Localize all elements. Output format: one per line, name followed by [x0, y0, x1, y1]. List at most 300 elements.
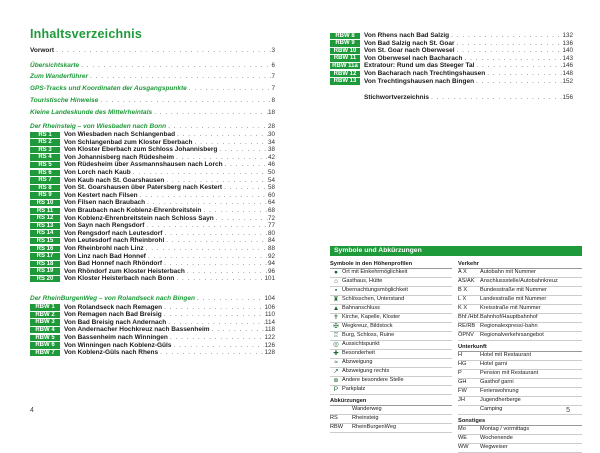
legend-row	[458, 323, 582, 332]
leader-dots	[187, 85, 272, 93]
toc-page-number: 8	[271, 96, 275, 104]
toc-entry-title: Von Bad Honnef nach Rhöndorf	[64, 260, 163, 268]
symbol-icon: ✚	[333, 350, 339, 358]
toc-page-number: 54	[267, 176, 275, 184]
toc-page-number: 7	[271, 85, 275, 93]
toc-page-number: 64	[267, 199, 275, 207]
leader-dots	[164, 237, 268, 245]
symbol-icon: ◎	[333, 341, 339, 349]
toc-row-route	[330, 70, 573, 78]
toc-entry-title: Zum Wanderführer	[30, 73, 89, 81]
abbr-text: Rheinsteig	[352, 415, 379, 422]
symbol-text: Ort mit Einkehrmöglichkeit	[342, 269, 408, 276]
leader-dots	[162, 311, 265, 319]
toc-row-route	[30, 207, 275, 215]
toc-entry-title: Übersichtskarte	[30, 61, 80, 69]
toc-page-number: 148	[562, 69, 573, 77]
leader-dots	[166, 123, 268, 131]
route-badge: RS 11	[30, 208, 60, 214]
legend-row	[458, 397, 582, 406]
legend-code: K X	[458, 305, 468, 312]
leader-dots	[174, 154, 268, 162]
toc-entry-title: Von Rhens nach Bad Salzig	[364, 32, 450, 39]
symbol-text: Besonderheit	[342, 350, 375, 357]
symbol-text: Kirche, Kapelle, Kloster	[342, 314, 401, 321]
route-badge: RBW 13	[330, 78, 360, 84]
leader-dots	[192, 139, 268, 147]
route-badge: RBW 4	[30, 327, 60, 333]
toc-page-number: 7	[271, 73, 275, 81]
toc-row-route	[30, 326, 275, 334]
legend-code: ÖPNV	[458, 332, 474, 339]
symbol-icon: ●	[334, 269, 338, 277]
symbol-row	[330, 305, 452, 314]
abbr-row	[330, 415, 452, 424]
toc-row-route	[30, 146, 275, 154]
legend-text: Pension mit Restaurant	[480, 370, 539, 377]
route-badge: RS 14	[30, 230, 60, 236]
symbol-row	[330, 359, 452, 368]
legend-text: Bahnhof/Hauptbahnhof	[480, 314, 538, 321]
legend-text: Ferienwohnung	[480, 388, 519, 395]
toc-page-number: 88	[267, 245, 275, 252]
route-badge: RBW 1	[30, 304, 60, 310]
toc-entry-title: Von Sayn nach Rengsdorf	[64, 222, 145, 230]
toc-entry-title: Von Bad Salzig nach St. Goar	[364, 39, 455, 47]
route-badge: RBW 3	[30, 319, 60, 325]
toc-row-route	[330, 47, 573, 55]
symbol-text: Abzweigung	[342, 359, 373, 366]
toc-entry-title: Von Kloster Heisterbach nach Bonn	[64, 275, 175, 283]
toc-entry-title: Von Andernacher Hochkreuz nach Bassenheim	[64, 326, 210, 334]
toc-row-route	[30, 245, 275, 253]
toc-entry-title: Von Lorch nach Kaub	[64, 169, 131, 177]
toc-page-number: 104	[264, 294, 275, 302]
toc-row-route	[330, 55, 573, 63]
symbol-icon: ✠	[333, 323, 339, 331]
toc-entry-title: Von Rüdesheim über Assmannshausen nach Lorch	[64, 161, 223, 169]
page-number-right: 5	[566, 407, 570, 414]
legend-code: GH	[458, 379, 467, 386]
legend-row	[458, 296, 582, 305]
toc-page-number: 146	[562, 62, 573, 70]
toc-page-number: 38	[267, 146, 275, 154]
leader-dots	[88, 73, 271, 81]
symbol-row	[330, 269, 452, 278]
leader-dots	[146, 253, 268, 261]
symbol-text: Parkplatz	[342, 386, 366, 393]
toc-page-number: 96	[267, 267, 275, 275]
symbol-icon: ⌂	[334, 278, 338, 286]
route-badge: RBW 5	[30, 335, 60, 341]
leader-dots	[131, 169, 268, 177]
symbol-row	[330, 314, 452, 323]
symbol-icon: P	[333, 386, 339, 394]
toc-entry-title: Von Bad Breisig nach Andernach	[64, 318, 167, 326]
symbol-text: Andere besondere Stelle	[342, 377, 404, 384]
leader-dots	[54, 47, 271, 55]
legend-row	[458, 278, 582, 287]
abbr-code: RBW	[330, 424, 344, 431]
toc-entry-title: Kleine Landeskunde des Mittelrheintals	[30, 108, 153, 116]
route-badge: RS 19	[30, 268, 60, 274]
legend-text: Gasthof garni	[480, 379, 514, 386]
legend-row	[458, 314, 582, 323]
leader-dots	[214, 215, 268, 223]
route-badge: RBW 9	[330, 40, 360, 46]
toc-entry-title: Von Leutesdorf nach Rheinbrohl	[64, 237, 165, 245]
legend-row	[458, 352, 582, 361]
leader-dots	[195, 295, 265, 303]
toc-entry-title: Extratour: Rund um das Steeger Tal	[364, 62, 475, 70]
route-badge: RS 3	[30, 147, 60, 153]
route-badge: RBW 11a	[330, 63, 360, 69]
symbol-row	[330, 323, 452, 332]
leader-dots	[429, 94, 562, 102]
toc-page-number: 92	[267, 252, 275, 260]
legend-text: Landesstraße mit Nummer	[480, 296, 547, 303]
toc-page-number: 143	[562, 54, 573, 62]
legend-text: Regionalexpress/-bahn	[480, 323, 538, 330]
legend-row	[458, 379, 582, 388]
leader-dots	[168, 334, 265, 342]
toc-row-route	[30, 161, 275, 169]
symbol-row	[330, 287, 452, 296]
toc-row-route	[30, 139, 275, 147]
symbol-icon: ✝	[333, 314, 339, 322]
legend-code: B X	[458, 287, 468, 294]
legend-text: Kreisstraße mit Nummer	[480, 305, 541, 312]
abbr-text: RheinBurgenWeg	[352, 424, 397, 431]
route-badge: RBW 10	[330, 48, 360, 54]
toc-row-route	[330, 62, 573, 70]
toc-row-route	[30, 334, 275, 342]
leader-dots	[166, 319, 265, 327]
toc-entry-title: Von Remagen nach Bad Breisig	[64, 311, 162, 319]
legend-row	[458, 287, 582, 296]
toc-page-number: 132	[562, 32, 573, 39]
toc-entry-title: Der Rheinsteig – von Wiesbaden nach Bonn	[30, 122, 167, 130]
route-badge: RS 12	[30, 215, 60, 221]
legend-code: P	[458, 370, 462, 377]
legend-row	[458, 370, 582, 379]
toc-entry-title: Von Bassenheim nach Winningen	[64, 333, 168, 341]
symbol-row	[330, 278, 452, 287]
toc-entry-title: Vorwort	[30, 47, 55, 54]
toc-page-number: 128	[264, 349, 275, 357]
toc-row-intro	[30, 85, 275, 93]
route-badge: RS 20	[30, 276, 60, 282]
leader-dots	[162, 230, 268, 238]
toc-entry-title: Von Rhöndorf zum Kloster Heisterbach	[64, 267, 185, 275]
toc-page-number: 3	[271, 47, 275, 54]
leader-dots	[164, 177, 268, 185]
toc-page-number: 60	[267, 191, 275, 199]
legend-row	[458, 361, 582, 370]
toc-row-route	[330, 32, 573, 40]
symbols-header: Symbole und Abkürzungen	[330, 246, 582, 256]
symbol-icon: ♖	[333, 332, 339, 340]
route-badge: RS 7	[30, 177, 60, 183]
leader-dots	[449, 32, 562, 40]
toc-page-number: 30	[267, 131, 275, 139]
abbr-row	[330, 424, 452, 433]
page-number-left: 4	[30, 407, 34, 414]
toc-entry-title: GPS-Tracks und Koordinaten der Ausgangspunkte	[30, 85, 187, 93]
toc-page-number: 77	[267, 222, 275, 230]
symbol-row	[330, 377, 452, 386]
route-badge: RS 13	[30, 223, 60, 229]
toc-entry-title: Von Koblenz-Ehrenbreitstein nach Schloss Sayn	[64, 214, 214, 222]
legend-row	[458, 269, 582, 278]
toc-page-number: 50	[267, 169, 275, 177]
symbol-text: Burg, Schloss, Ruine	[342, 332, 395, 339]
toc-entry-title: Touristische Hinweise	[30, 96, 99, 104]
legend-code: Mo	[458, 426, 466, 433]
toc-row-route	[30, 349, 275, 357]
legend-code: WE	[458, 435, 468, 442]
legend-row	[458, 426, 582, 435]
toc-row-route	[30, 230, 275, 238]
toc-row-route	[30, 154, 275, 162]
toc-page-number: 68	[267, 207, 275, 215]
toc-page-number: 114	[264, 318, 275, 326]
toc-page-number: 80	[267, 229, 275, 237]
toc-page-number: 72	[267, 214, 275, 222]
route-badge: RBW 11	[330, 55, 360, 61]
abbr-subheading: Abkürzungen	[330, 397, 452, 406]
toc-page-number: 118	[264, 326, 275, 334]
toc-row-route	[30, 131, 275, 139]
legend-row	[458, 444, 582, 453]
symbol-icon: ↗	[333, 368, 339, 376]
symbol-row	[330, 341, 452, 350]
legend-text: Regionalverkehrsangebot	[480, 332, 544, 339]
route-badge: RBW 6	[30, 342, 60, 348]
legend-text: Hotel garni	[480, 361, 508, 368]
abbr-code: RS	[330, 415, 338, 422]
toc-entry-title: Von Rengsdorf nach Leutesdorf	[64, 229, 163, 237]
toc-entry-title: Von Rheinbrohl nach Linz	[64, 245, 144, 252]
toc-entry-title: Von Linz nach Bad Honnef	[64, 252, 146, 260]
leader-dots	[171, 342, 264, 350]
legend-code: FW	[458, 388, 467, 395]
route-badge: RBW 12	[330, 71, 360, 77]
toc-row-intro	[30, 97, 275, 105]
route-badge: RS 8	[30, 185, 60, 191]
toc-row-intro	[30, 73, 275, 81]
toc-page-number: 46	[267, 161, 275, 169]
symbol-icon: ≈	[334, 359, 338, 367]
legend-code: JH	[458, 397, 465, 404]
toc-row-route	[30, 169, 275, 177]
toc-row-route	[30, 342, 275, 350]
toc-row-route	[30, 260, 275, 268]
legend-code: L X	[458, 296, 467, 303]
symbol-icon: ▲	[332, 305, 340, 313]
leader-dots	[463, 55, 563, 63]
toc-row-route	[30, 177, 275, 185]
toc-right	[330, 32, 573, 102]
toc-entry-title: Von Filsen nach Braubach	[64, 199, 146, 207]
leader-dots	[145, 199, 268, 207]
abbr-row	[330, 406, 452, 415]
legend-row	[458, 388, 582, 397]
left-page	[0, 0, 300, 428]
toc-row-intro	[30, 62, 275, 70]
leader-dots	[144, 245, 268, 253]
toc-entry-title: Von Winningen nach Koblenz-Güls	[64, 341, 172, 349]
leader-dots	[185, 268, 268, 276]
toc-page-number: 156	[562, 94, 573, 102]
legend-text: Wochenende	[480, 435, 513, 442]
toc-page-number: 6	[271, 61, 275, 69]
toc-row-route	[30, 275, 275, 283]
route-badge: RS 6	[30, 170, 60, 176]
toc-row-route	[30, 184, 275, 192]
route-badge: RS 10	[30, 200, 60, 206]
toc-page-number: 34	[267, 138, 275, 146]
section-heading	[30, 295, 275, 303]
symbols-panel	[330, 246, 582, 453]
toc-entry-title: Stichwortverzeichnis	[364, 94, 430, 102]
symbol-row	[330, 350, 452, 359]
page-title: Inhaltsverzeichnis	[30, 27, 142, 41]
leader-dots	[98, 97, 271, 105]
symbols-subheading: Symbole in den Höhenprofilen	[330, 260, 452, 269]
leader-dots	[175, 131, 268, 139]
toc-entry-title: Von St. Goar nach Oberwesel	[364, 47, 455, 55]
toc-row-route	[30, 253, 275, 261]
legend-text: Camping	[480, 406, 503, 413]
toc-page-number: 110	[264, 311, 275, 319]
toc-row-route	[30, 215, 275, 223]
legend-text: Hotel mit Restaurant	[480, 352, 532, 359]
legend-code: RE/RB	[458, 323, 476, 330]
symbol-row	[330, 332, 452, 341]
leader-dots	[174, 275, 264, 283]
symbol-text: Übernachtungsmöglichkeit	[342, 287, 408, 294]
leader-dots	[162, 304, 264, 312]
legend-row	[458, 305, 582, 314]
route-badge: RS 18	[30, 261, 60, 267]
route-badge: RS 2	[30, 139, 60, 145]
legend-code: H	[458, 352, 463, 359]
toc-page-number: 84	[267, 237, 275, 245]
legend-text: Montag / vormittags	[480, 426, 530, 433]
toc-row-intro	[30, 109, 275, 117]
toc-page-number: 42	[267, 153, 275, 161]
symbol-text: Abzweigung rechts	[342, 368, 390, 375]
toc-entry-title: Von Schlangenbad zum Kloster Eberbach	[64, 138, 193, 146]
symbol-text: Gasthaus, Hütte	[342, 278, 383, 285]
legend-code: Bhf./Hbf.	[458, 314, 480, 321]
toc-page-number: 106	[264, 303, 275, 311]
legend-text: Autobahn mit Nummer	[480, 269, 536, 276]
toc-page-number: 58	[267, 184, 275, 192]
route-badge: RS 4	[30, 154, 60, 160]
route-badge: RS 15	[30, 238, 60, 244]
legend-text: Jugendherberge	[480, 397, 521, 404]
symbol-text: Bahnanschluss	[342, 305, 380, 312]
leader-dots	[474, 78, 562, 86]
leader-dots	[201, 207, 268, 215]
toc-page-number: 94	[267, 260, 275, 268]
toc-entry-title: Von Braubach nach Koblenz-Ehrenbreitstein	[64, 207, 202, 215]
legend-row	[458, 406, 582, 415]
legend-row	[458, 332, 582, 341]
toc-row-route	[30, 222, 275, 230]
toc-row-route	[30, 268, 275, 276]
abbr-text: Wanderweg	[352, 406, 382, 413]
toc-entry-title: Von St. Goarshausen über Patersberg nach Kestert	[64, 184, 223, 192]
toc-page-number: 136	[562, 39, 573, 47]
toc-page-number: 140	[562, 47, 573, 55]
route-badge: RBW 2	[30, 312, 60, 318]
route-badge: RBW 8	[330, 33, 360, 39]
toc-row-route	[30, 199, 275, 207]
leader-dots	[144, 222, 268, 230]
toc-page-number: 28	[267, 122, 275, 130]
toc-entry-title: Von Rolandseck nach Remagen	[64, 303, 163, 311]
legend-code: WW	[458, 444, 469, 451]
legend-text: Anschlussstelle/Autobahnkreuz	[480, 278, 558, 285]
route-badge: RS 16	[30, 246, 60, 252]
symbols-right-column	[458, 258, 582, 453]
toc-left	[30, 47, 275, 357]
symbol-text: Schlösschen, Unterstand	[342, 296, 405, 303]
leader-dots	[152, 109, 268, 117]
route-badge: RS 17	[30, 253, 60, 259]
toc-entry-title: Von Wiesbaden nach Schlangenbad	[64, 131, 176, 139]
toc-entry-title: Von Johannisberg nach Rüdesheim	[64, 153, 175, 161]
leader-dots	[162, 260, 268, 268]
leader-dots	[158, 349, 264, 357]
symbol-row	[330, 296, 452, 305]
leader-dots	[455, 40, 563, 48]
toc-row-route	[30, 192, 275, 200]
leader-dots	[455, 47, 563, 55]
toc-row-route	[30, 311, 275, 319]
legend-text: Bundesstraße mit Nummer	[480, 287, 547, 294]
toc-entry-title: Von Bacharach nach Trechtingshausen	[364, 69, 486, 77]
symbol-icon: ♜	[333, 296, 339, 304]
toc-row-intro	[30, 47, 275, 55]
legend-code: HG	[458, 361, 467, 368]
symbol-row	[330, 368, 452, 377]
toc-row-index	[364, 94, 573, 102]
section-heading	[30, 123, 275, 131]
leader-dots	[217, 146, 268, 154]
toc-row-route	[30, 319, 275, 327]
toc-page-number: 152	[562, 77, 573, 85]
symbols-left-column	[330, 258, 452, 453]
toc-row-route	[30, 237, 275, 245]
leader-dots	[222, 184, 268, 192]
toc-entry-title: Von Oberwesel nach Bacharach	[364, 54, 463, 62]
legend-subheading: Verkehr	[458, 260, 582, 269]
symbol-row	[330, 386, 452, 395]
toc-row-route	[30, 304, 275, 312]
toc-entry-title: Von Kloster Eberbach zum Schloss Johannisberg	[64, 146, 218, 154]
symbol-text: Aussichtspunkt	[342, 341, 380, 348]
legend-row	[458, 435, 582, 444]
leader-dots	[210, 326, 265, 334]
toc-entry-title: Von Trechtingshausen nach Bingen	[364, 77, 475, 85]
legend-code: A X	[458, 269, 467, 276]
leader-dots	[223, 161, 268, 169]
symbol-icon: ▪	[334, 287, 338, 295]
